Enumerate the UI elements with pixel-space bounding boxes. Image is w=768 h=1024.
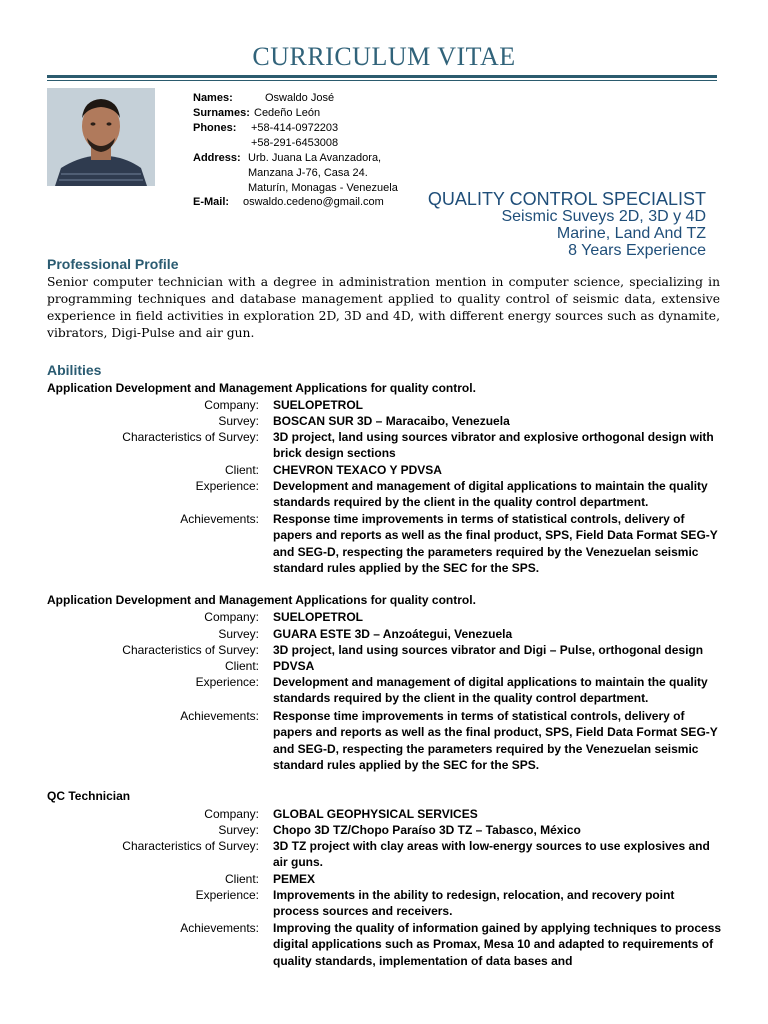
- headline-surveys: Seismic Suveys 2D, 3D y 4D: [501, 208, 706, 225]
- phone-2: +58-291-6453008: [251, 137, 339, 149]
- characteristics-value: 3D project, land using sources vibrator and Digi – Pulse, orthogonal design: [273, 643, 704, 657]
- profile-photo: [47, 88, 155, 186]
- abilities-heading: Abilities: [47, 362, 102, 378]
- document-title: CURRICULUM VITAE: [252, 42, 516, 71]
- address-line-1: Urb. Juana La Avanzadora,: [248, 152, 382, 164]
- characteristics-label: Characteristics of Survey:: [122, 643, 259, 657]
- job-title: QC Technician: [47, 789, 131, 803]
- email-value[interactable]: oswaldo.cedeno@gmail.com: [243, 196, 384, 208]
- experience-value: Improvements in the ability to redesign, relocation, and recovery point process sources and receivers.: [273, 888, 675, 919]
- client-label: Client:: [224, 872, 259, 886]
- phones-label: Phones:: [193, 122, 237, 134]
- achievements-value: Improving the quality of information gained by applying techniques to process digital applications such as Promax, Mesa 10 and adapted to requirements of quality standards, implementation of data bases and: [273, 921, 722, 968]
- profile-text: Senior computer technician with a degree in administration mention in computer science, specializing in programming techniques and database management applied to quality control of seismic data, extensive experience in field activities in exploration 2D, 3D and 4D, with different energy sources such as dynamite, vibrators, Digi-Pulse and air gun.: [47, 275, 720, 340]
- survey-label: Survey:: [218, 414, 259, 428]
- experience-label: Experience:: [195, 479, 259, 493]
- title-rule-thick: [47, 75, 717, 78]
- title-rule-thin: [47, 80, 717, 81]
- company-value: SUELOPETROL: [273, 610, 364, 624]
- address-line-2: Manzana J-76, Casa 24.: [248, 167, 368, 179]
- client-label: Client:: [224, 463, 259, 477]
- survey-label: Survey:: [218, 823, 259, 837]
- contact-block: [193, 91, 433, 211]
- phone-1: +58-414-0972203: [251, 122, 339, 134]
- experience-value: Development and management of digital applications to maintain the quality standards required by the client in the quality control department.: [273, 675, 708, 706]
- headline-title: QUALITY CONTROL SPECIALIST: [427, 189, 706, 209]
- job-title: Application Development and Management Applications for quality control.: [47, 593, 476, 607]
- surnames-label: Surnames:: [193, 107, 250, 119]
- survey-label: Survey:: [218, 627, 259, 641]
- client-label: Client:: [224, 659, 259, 673]
- company-label: Company:: [204, 610, 259, 624]
- characteristics-value: 3D project, land using sources vibrator and explosive orthogonal design with brick design sections: [273, 430, 714, 461]
- company-value: GLOBAL GEOPHYSICAL SERVICES: [273, 807, 478, 821]
- experience-value: Development and management of digital applications to maintain the quality standards required by the client in the quality control department.: [273, 479, 708, 510]
- achievements-label: Achievements:: [180, 512, 259, 526]
- names-value: Oswaldo José: [265, 92, 335, 104]
- company-label: Company:: [204, 398, 259, 412]
- headline-block: [428, 191, 706, 259]
- client-value: CHEVRON TEXACO Y PDVSA: [273, 463, 442, 477]
- survey-value: Chopo 3D TZ/Chopo Paraíso 3D TZ – Tabasco, México: [273, 823, 581, 837]
- email-label: E-Mail:: [193, 196, 230, 208]
- headline-experience: 8 Years Experience: [568, 242, 706, 259]
- survey-value: GUARA ESTE 3D – Anzoátegui, Venezuela: [273, 627, 513, 641]
- company-label: Company:: [204, 807, 259, 821]
- names-label: Names:: [193, 92, 233, 104]
- achievements-value: Response time improvements in terms of statistical controls, delivery of papers and reports as well as the final product, SPS, Field Data Format SEG-Y and SEG-D, respecting the parameters required by the Venezuelan seismic standard rules applied by the SEC for the SPS.: [273, 709, 718, 772]
- person-portrait-icon: [47, 88, 155, 186]
- achievements-label: Achievements:: [180, 921, 259, 935]
- address-label: Address:: [193, 152, 241, 164]
- achievements-value: Response time improvements in terms of statistical controls, delivery of papers and reports as well as the final product, SPS, Field Data Format SEG-Y and SEG-D, respecting the parameters required by the Venezuelan seismic standard rules applied by the SEC for the SPS.: [273, 512, 718, 575]
- job-title: Application Development and Management Applications for quality control.: [47, 381, 476, 395]
- achievements-label: Achievements:: [180, 709, 259, 723]
- characteristics-label: Characteristics of Survey:: [122, 430, 259, 444]
- surnames-value: Cedeño León: [254, 107, 321, 119]
- company-value: SUELOPETROL: [273, 398, 364, 412]
- client-value: PDVSA: [273, 659, 315, 673]
- experience-label: Experience:: [195, 675, 259, 689]
- client-value: PEMEX: [273, 872, 316, 886]
- experience-label: Experience:: [195, 888, 259, 902]
- address-line-3: Maturín, Monagas - Venezuela: [248, 182, 398, 194]
- survey-value: BOSCAN SUR 3D – Maracaibo, Venezuela: [273, 414, 510, 428]
- characteristics-label: Characteristics of Survey:: [122, 839, 259, 853]
- characteristics-value: 3D TZ project with clay areas with low-energy sources to use explosives and air guns.: [273, 839, 710, 870]
- headline-environments: Marine, Land And TZ: [556, 225, 706, 242]
- profile-heading: Professional Profile: [47, 256, 179, 272]
